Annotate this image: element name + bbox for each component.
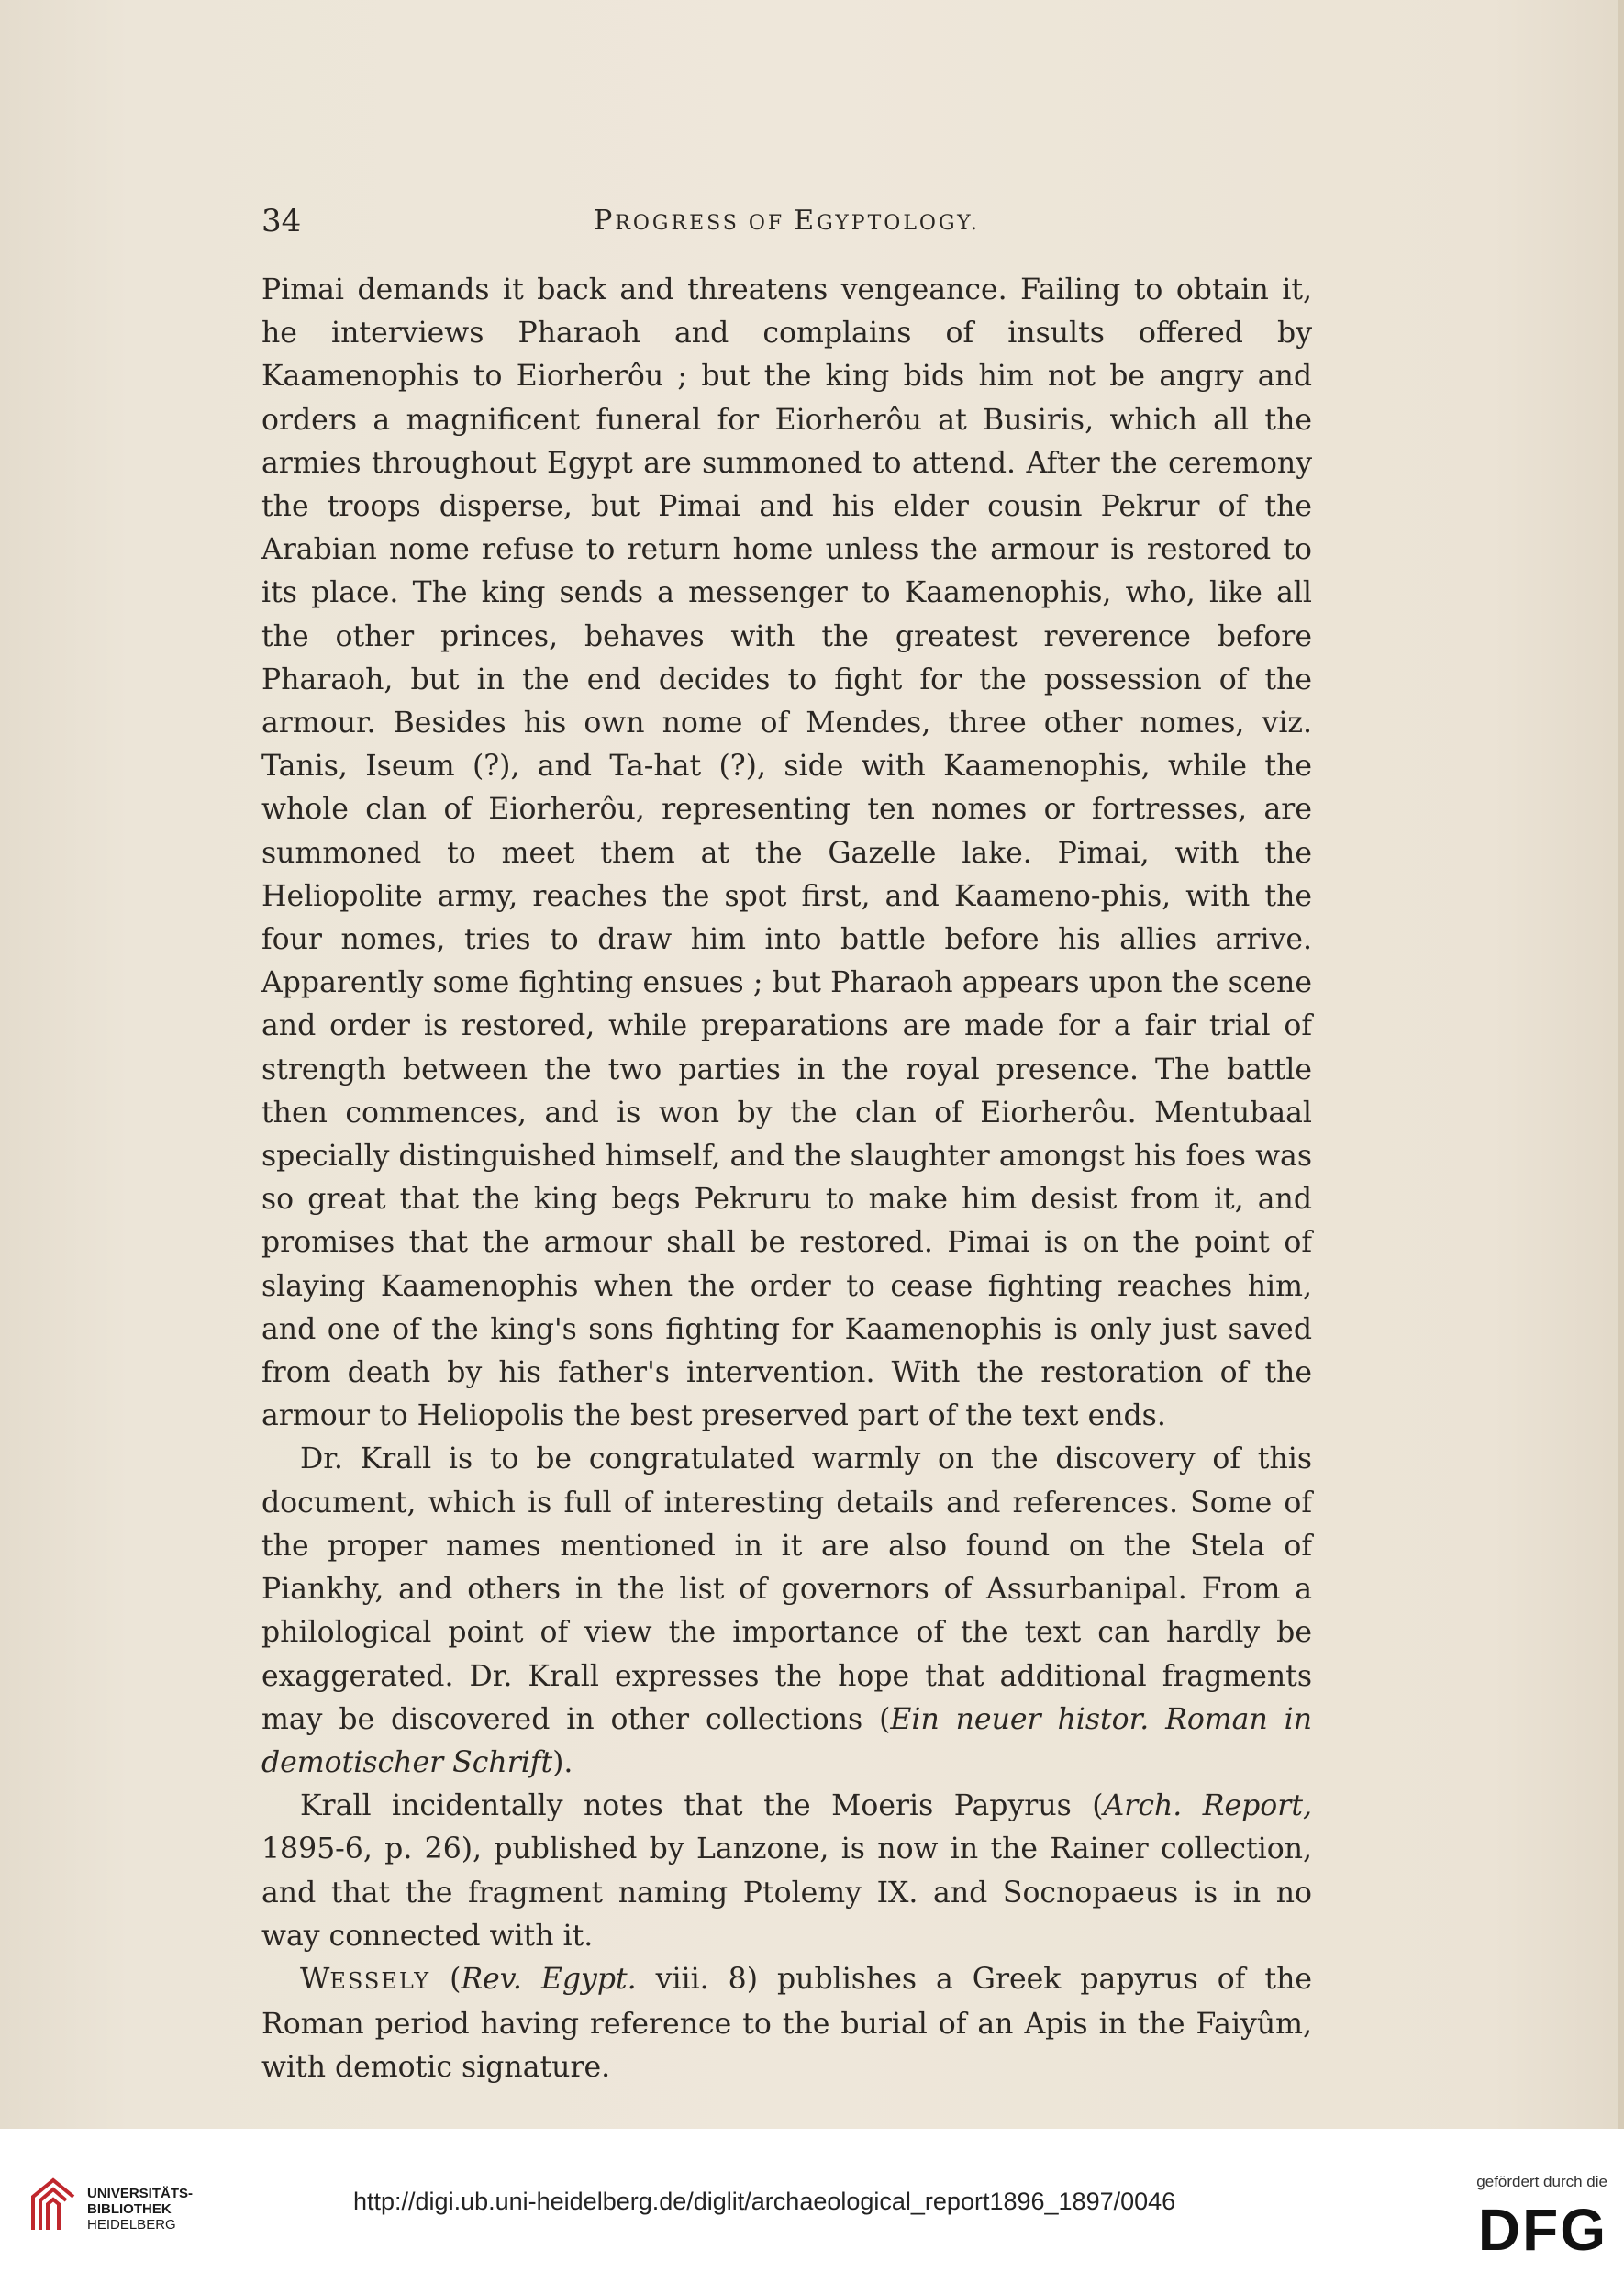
viewer-footer — [0, 2129, 1624, 2283]
paragraph-1: Pimai demands it back and threatens vengeance. Failing to obtain it, he interviews Pharaoh and complains of insults offered by Kaamenophis to Eiorherôu ; but the king bids him not be angry and orders a magnificent funeral for Eiorherôu at Busiris, which all the armies throughout Egypt are summoned to attend. After the ceremony the troops disperse, but Pimai and his elder cousin Pekrur of the Arabian nome refuse to return home unless the armour is restored to its place. The king sends a messenger to Kaamenophis, who, like all the other princes, behaves with the greatest reverence before Pharaoh, but in the end decides to fight for the possession of the armour. Besides his own nome of Mendes, three other nomes, viz. Tanis, Iseum (?), and Ta-hat (?), side with Kaamenophis, while the whole clan of Eiorherôu, representing ten nomes or fortresses, are summoned to meet them at the Gazelle lake. Pimai, with the Heliopolite army, reaches the spot first, and Kaameno-phis, with the four nomes, tries to draw him into battle before his allies arrive. Apparently some fighting ensues ; but Pharaoh appears upon the scene and order is restored, while preparations are made for a fair trial of strength between the two parties in the royal presence. The battle then commences, and is won by the clan of Eiorherôu. Mentubaal specially distinguished himself, and the slaughter amongst his foes was so great that the king begs Pekruru to make him desist from it, and promises that the armour shall be restored. Pimai is on the point of slaying Kaamenophis when the order to cease fighting reaches him, and one of the king's sons fighting for Kaamenophis is only just saved from death by his father's intervention. With the restoration of the armour to Heliopolis the best preserved part of the text ends. — [261, 273, 1312, 1433]
page-edge — [1618, 0, 1624, 2129]
dfg-logo: DFG — [1477, 2197, 1607, 2263]
running-head: PROGRESS OF EGYPTOLOGY. — [594, 205, 980, 237]
permalink[interactable]: http://digi.ub.uni-heidelberg.de/diglit/archaeological_report1896_1897/0046 — [353, 2188, 1176, 2215]
library-logo-icon — [28, 2177, 78, 2233]
funding-caption: gefördert durch die — [1476, 2173, 1607, 2190]
page-header — [261, 197, 1312, 252]
paragraph-4: WESSELY (Rev. Egypt. viii. 8) publishes a Greek papyrus of the Roman period having reference to the burial of an Apis in the Faiyûm, with demotic signature. — [261, 1962, 1312, 2085]
library-name: UNIVERSITÄTS- BIBLIOTHEK HEIDELBERG — [87, 2186, 194, 2233]
paragraph-3: Krall incidentally notes that the Moeris Papyrus (Arch. Report, 1895-6, p. 26), published by Lanzone, is now in the Rainer collection, and that the fragment naming Ptolemy IX. and Socnopaeus is in no way connected with it. — [261, 1789, 1312, 1953]
page-number: 34 — [261, 203, 302, 239]
paragraph-2: Dr. Krall is to be congratulated warmly on the discovery of this document, which is full of interesting details and references. Some of the proper names mentioned in it are also found on the Stela of Piankhy, and others in the list of governors of Assurbanipal. From a philological point of view the importance of the text can hardly be exaggerated. Dr. Krall expresses the hope that additional fragments may be discovered in other collections (Ein neuer histor. Roman in demotischer Schrift). — [261, 1442, 1312, 1779]
page-content — [261, 197, 1312, 2090]
